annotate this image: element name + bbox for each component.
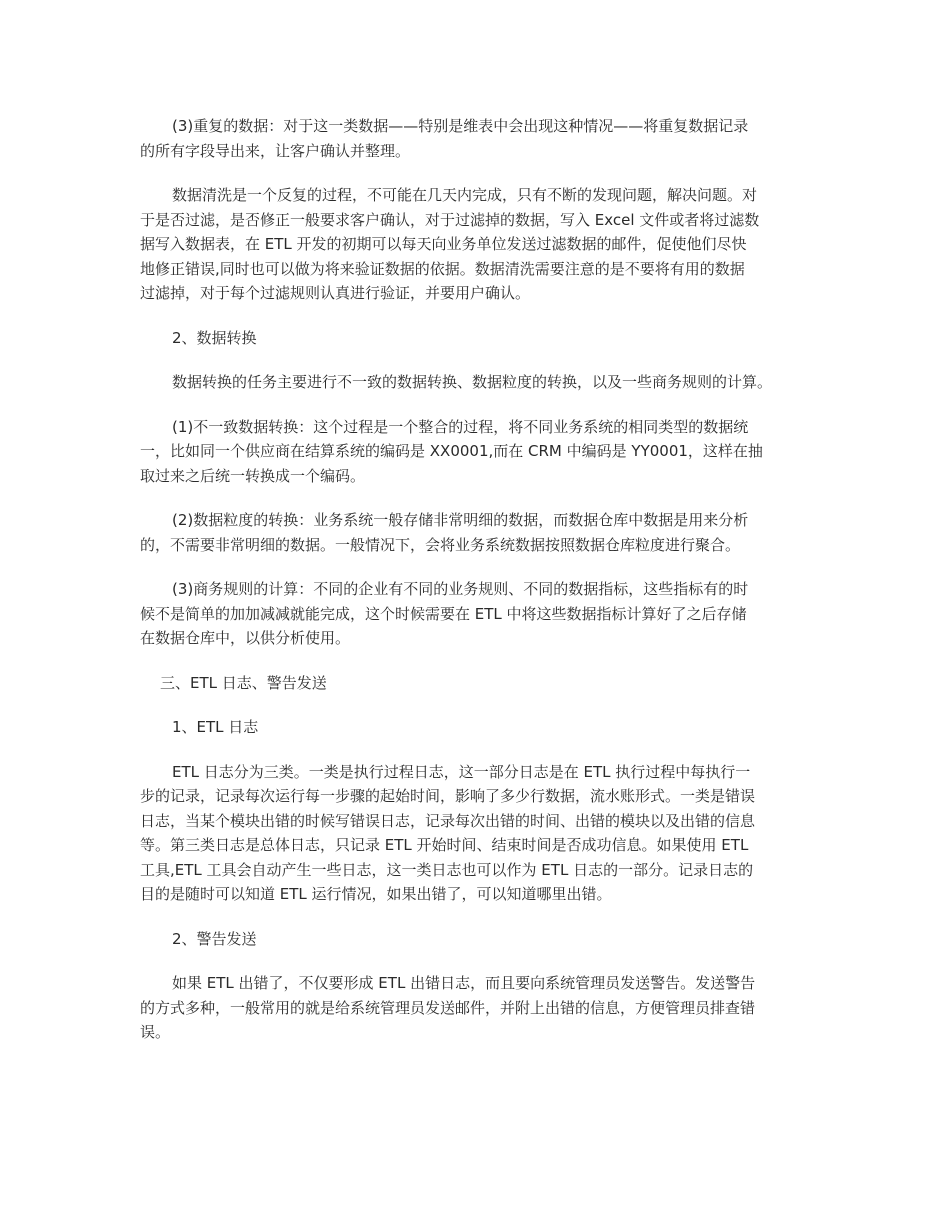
body-paragraph: [140, 577, 830, 651]
paragraph-line: 的方式多种，一般常用的就是给系统管理员发送邮件，并附上出错的信息，方便管理员排查错: [140, 998, 756, 1017]
paragraph-line: 等。第三类日志是总体日志，只记录 ETL 开始时间、结束时间是否成功信息。如果使用 ETL: [140, 836, 749, 854]
paragraph-line: 在数据仓库中，以供分析使用。: [140, 629, 351, 647]
paragraph-line: 候不是简单的加加减减就能完成，这个时候需要在 ETL 中将这些数据指标计算好了之后存储: [140, 604, 747, 623]
paragraph-gap: [140, 306, 830, 326]
paragraph-line: ETL 日志分为三类。一类是执行过程日志，这一部分日志是在 ETL 执行过程中每执行一: [172, 762, 751, 781]
paragraph-line: 目的是随时可以知道 ETL 运行情况，如果出错了，可以知道哪里出错。: [140, 885, 612, 903]
paragraph-line: 日志，当某个模块出错的时候写错误日志，记录每次出错的时间、出错的模块以及出错的信息: [140, 811, 756, 830]
body-paragraph: [140, 183, 830, 306]
body-paragraph: [140, 971, 830, 1045]
paragraph-line: 如果 ETL 出错了，不仅要形成 ETL 出错日志，而且要向系统管理员发送警告。发送警告: [172, 974, 756, 992]
paragraph-line: (1)不一致数据转换：这个过程是一个整合的过程，将不同业务系统的相同类型的数据统: [172, 417, 749, 436]
paragraph-gap: [140, 350, 830, 370]
paragraph-line: 误。: [140, 1023, 171, 1041]
paragraph-line: 的，不需要非常明细的数据。一般情况下，会将业务系统数据按照数据仓库粒度进行聚合。: [140, 535, 741, 554]
subsection-heading: 2、数据转换: [172, 328, 257, 347]
paragraph-gap: [140, 488, 830, 508]
paragraph-line: 取过来之后统一转换成一个编码。: [140, 466, 366, 485]
paragraph-line: 工具,ETL 工具会自动产生一些日志，这一类日志也可以作为 ETL 日志的一部分。记录日志的: [140, 860, 754, 879]
subsection-heading: 2、警告发送: [172, 929, 257, 948]
paragraph-gap: [140, 951, 830, 971]
paragraph-line: 据写入数据表，在 ETL 开发的初期可以每天向业务单位发送过滤数据的邮件，促使他们尽快: [140, 235, 747, 253]
body-paragraph: [140, 415, 830, 489]
paragraph-line: 数据清洗是一个反复的过程，不可能在几天内完成，只有不断的发现问题，解决问题。对: [172, 186, 758, 204]
paragraph-line: 地修正错误,同时也可以做为将来验证数据的依据。数据清洗需要注意的是不要将有用的数据: [140, 259, 745, 278]
body-paragraph: [140, 760, 830, 907]
paragraph-gap: [140, 395, 830, 415]
paragraph-line: (2)数据粒度的转换：业务系统一般存储非常明细的数据，而数据仓库中数据是用来分析: [172, 511, 749, 529]
paragraph-line: 于是否过滤，是否修正一般要求客户确认，对于过滤掉的数据，写入 Excel 文件或者将过滤数: [140, 210, 760, 229]
section-heading: 三、ETL 日志、警告发送: [160, 673, 327, 692]
paragraph-line: 过滤掉，对于每个过滤规则认真进行验证，并要用户确认。: [140, 284, 531, 302]
paragraph-line: 数据转换的任务主要进行不一致的数据转换、数据粒度的转换，以及一些商务规则的计算。: [172, 373, 773, 391]
paragraph-line: (3)重复的数据：对于这一类数据——特别是维表中会出现这种情况——将重复数据记录: [172, 117, 749, 135]
body-paragraph: [140, 370, 830, 395]
paragraph-gap: [140, 651, 830, 671]
paragraph-gap: [140, 695, 830, 715]
body-paragraph: [140, 114, 830, 163]
paragraph-line: 步的记录，记录每次运行每一步骤的起始时间，影响了多少行数据，流水账形式。一类是错误: [140, 787, 756, 805]
paragraph-gap: [140, 557, 830, 577]
paragraph-line: 的所有字段导出来，让客户确认并整理。: [140, 141, 411, 160]
paragraph-gap: [140, 907, 830, 927]
subsection-heading: 1、ETL 日志: [172, 718, 259, 736]
paragraph-line: 一，比如同一个供应商在结算系统的编码是 XX0001,而在 CRM 中编码是 YY0001，这样在抽: [140, 442, 763, 460]
document-page: [140, 114, 830, 1045]
paragraph-line: (3)商务规则的计算：不同的企业有不同的业务规则、不同的数据指标，这些指标有的时: [172, 580, 749, 598]
body-paragraph: [140, 508, 830, 557]
paragraph-gap: [140, 163, 830, 183]
paragraph-gap: [140, 740, 830, 760]
